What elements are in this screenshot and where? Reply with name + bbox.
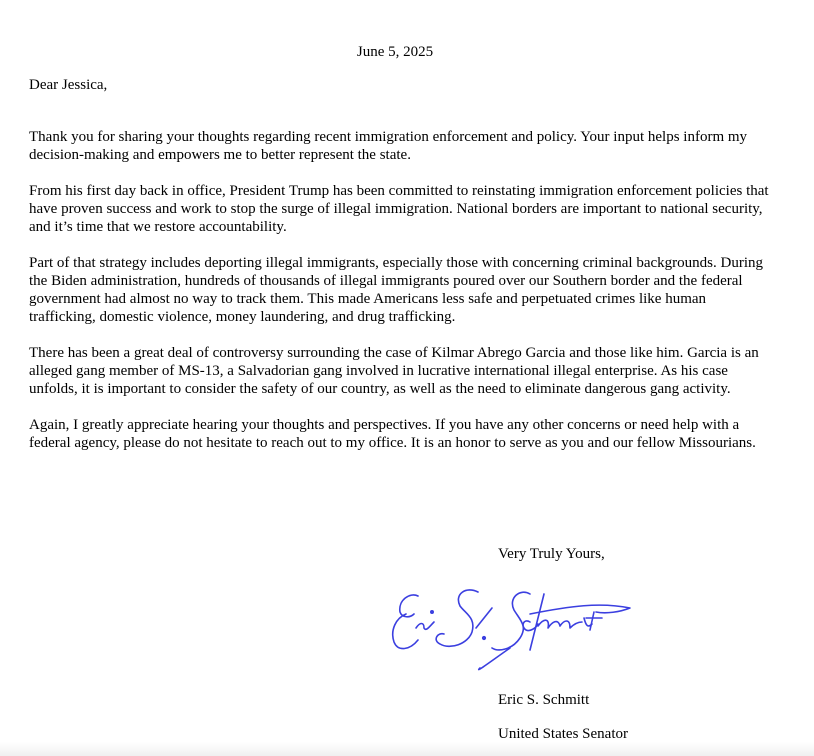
- letter-date: June 5, 2025: [356, 44, 434, 60]
- handwritten-signature: [380, 578, 640, 678]
- body-paragraph: Part of that strategy includes deporting illegal immigrants, especially those with concerning criminal backgrounds. During the Biden administration, hundreds of thousands of illegal immigrants poured over our Southern border and the federal government had almost no way to track them. This made Americans less safe and perpetuated crimes like human trafficking, domestic violence, money laundering, and drug trafficking.: [29, 255, 763, 325]
- signer-title: United States Senator: [498, 726, 628, 742]
- body-paragraph: There has been a great deal of controversy surrounding the case of Kilmar Abrego Garcia and those like him. Garcia is an alleged gang member of MS-13, a Salvadorian gang involved in lucrative international illegal enterprise. As his case unfolds, it is important to consider the safety of our country, as well as the need to eliminate dangerous gang activity.: [29, 345, 759, 397]
- body-paragraph: Thank you for sharing your thoughts regarding recent immigration enforcement and policy. Your input helps inform my decision-making and empowers me to better represent the state.: [29, 129, 748, 163]
- salutation: Dear Jessica,: [29, 77, 108, 93]
- body-paragraph: From his first day back in office, President Trump has been committed to reinstating immigration enforcement policies that have proven success and work to stop the surge of illegal immigration. National borders are important to national security, and it’s time that we restore accountability.: [29, 183, 769, 235]
- signer-name: Eric S. Schmitt: [498, 692, 590, 708]
- page-bottom-shadow: [0, 742, 814, 756]
- body-paragraph: Again, I greatly appreciate hearing your thoughts and perspectives. If you have any other concerns or need help with a federal agency, please do not hesitate to reach out to my office. It is an honor to serve as you and our fellow Missourians.: [29, 417, 756, 451]
- closing: Very Truly Yours,: [498, 546, 605, 562]
- letter-body: [29, 128, 769, 470]
